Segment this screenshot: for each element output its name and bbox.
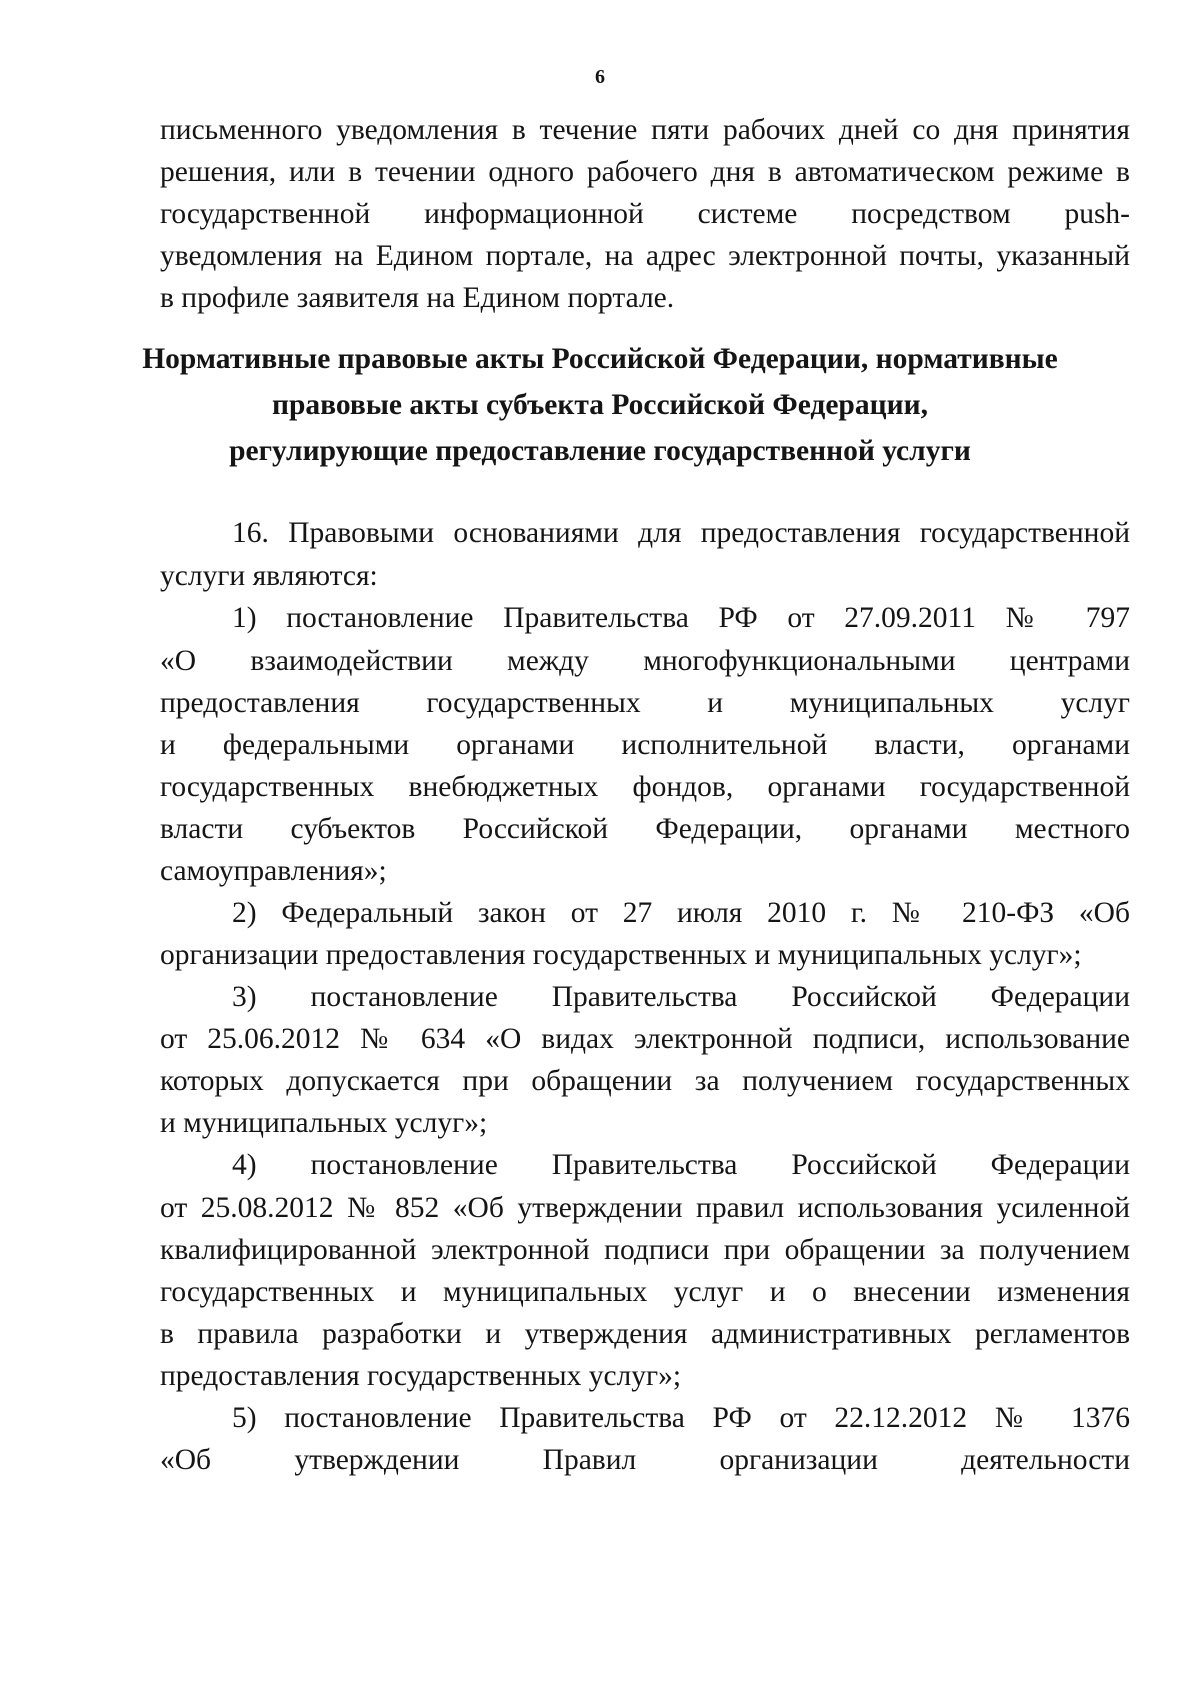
list-item-line: и федеральными органами исполнительной власти, органами [160, 729, 1130, 761]
list-item-line: предоставления государственных услуг»; [160, 1360, 682, 1392]
list-item-line: самоуправления»; [160, 855, 387, 887]
clause-line: услуги являются: [160, 560, 378, 592]
paragraph-line: письменного уведомления в течение пяти рабочих дней со дня принятия [160, 114, 1130, 146]
list-item-line: и муниципальных услуг»; [160, 1107, 488, 1139]
list-item-line: 5) постановление Правительства РФ от 22.12.2012 № 1376 [232, 1402, 1130, 1434]
list-item-line: 2) Федеральный закон от 27 июля 2010 г. № 210-ФЗ «Об [232, 897, 1130, 929]
list-item-line: организации предоставления государственных и муниципальных услуг»; [160, 939, 1082, 971]
list-item-line: государственных внебюджетных фондов, органами государственной [160, 771, 1130, 803]
list-item-line: «Об утверждении Правил организации деятельности [160, 1444, 1130, 1476]
list-item-line: которых допускается при обращении за получением государственных [160, 1065, 1130, 1097]
paragraph-line: в профиле заявителя на Едином портале. [160, 282, 675, 314]
section-heading-line: Нормативные правовые акты Российской Федерации, нормативные [142, 343, 1058, 375]
list-item-line: 4) постановление Правительства Российской Федерации [232, 1149, 1130, 1181]
paragraph-line: решения, или в течении одного рабочего дня в автоматическом режиме в [160, 156, 1130, 188]
paragraph-line: уведомления на Едином портале, на адрес электронной почты, указанный [160, 240, 1130, 272]
paragraph-line: государственной информационной системе посредством push- [160, 198, 1130, 230]
clause-line: 16. Правовыми основаниями для предоставления государственной [232, 517, 1130, 549]
list-item-line: в правила разработки и утверждения административных регламентов [160, 1318, 1130, 1350]
list-item-line: от 25.06.2012 № 634 «О видах электронной подписи, использование [160, 1023, 1130, 1055]
list-item-line: 3) постановление Правительства Российской Федерации [232, 981, 1130, 1013]
section-heading-line: регулирующие предоставление государственной услуги [229, 435, 971, 467]
list-item-line: квалифицированной электронной подписи при обращении за получением [160, 1234, 1130, 1266]
page-number: 6 [595, 66, 605, 88]
list-item-line: от 25.08.2012 № 852 «Об утверждении правил использования усиленной [160, 1192, 1130, 1224]
list-item-line: власти субъектов Российской Федерации, органами местного [160, 813, 1130, 845]
list-item-line: предоставления государственных и муниципальных услуг [160, 687, 1130, 719]
list-item-line: 1) постановление Правительства РФ от 27.09.2011 № 797 [232, 602, 1130, 634]
list-item-line: «О взаимодействии между многофункциональными центрами [160, 645, 1130, 677]
list-item-line: государственных и муниципальных услуг и о внесении изменения [160, 1276, 1130, 1308]
section-heading-line: правовые акты субъекта Российской Федерации, [272, 389, 928, 421]
